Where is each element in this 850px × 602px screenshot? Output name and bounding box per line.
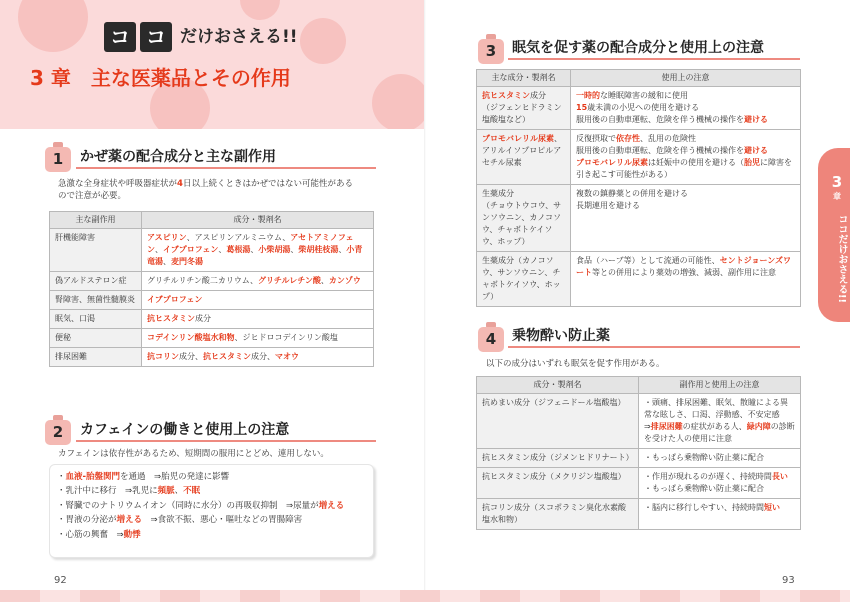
text-run: に障害を引き起こす可能性がある） [576,158,792,179]
text-run: 一時的 [576,91,600,100]
row-label: 便秘 [50,329,142,348]
page-number-left: 92 [54,575,67,586]
row-value [639,394,801,449]
text-run: （チョウトウコウ、サンソウニン、カノコソウ、チャボトケイソウ、ホップ） [482,201,562,246]
row-label: 抗めまい成分（ジフェニドール塩酸塩） [477,394,639,449]
section-title: かぜ薬の配合成分と主な副作用 [80,149,276,165]
text-run: 、アリルイソプロピルアセチル尿素 [482,134,562,167]
row-value [639,499,801,530]
table-row [477,185,801,252]
section-intro: 以下の成分はいずれも眠気を促す作用がある。 [486,359,665,369]
text-run: 動悸 [123,529,141,540]
text-run: 抗ヒスタミン [203,352,251,361]
text-run: 反復摂取で [576,134,616,143]
row-value [639,468,801,499]
section-underline [76,167,376,169]
sleep-aid-table [476,69,801,307]
list-item [57,499,366,513]
section-number-badge: 2 [45,415,71,445]
text-run: ・作用が現れるのが遅く、持続時間 [644,472,772,481]
side-tab-number: 3 [831,173,843,191]
table-row [50,329,374,348]
text-run: 歳未満の小児への使用を避ける [587,103,700,112]
text-run: 小柴胡湯 [258,245,291,254]
koko-char: コ [104,22,136,52]
text-run: ⇒食欲不振、悪心・嘔吐などの胃腸障害 [142,515,303,526]
text-run: 成分、 [179,352,203,361]
text-run: ・腎臓でのナトリウムイオン（同時に水分）の再吸収抑制 ⇒尿量が [57,500,319,511]
section-title: 眠気を促す薬の配合成分と使用上の注意 [512,40,764,56]
text-run: の診断を受けた人の使用に注意 [644,422,795,443]
text-run: 等との併用により薬効の増強、減弱、副作用に注意 [592,268,776,277]
text-run: 増える [318,500,345,511]
row-value [142,310,374,329]
row-value [142,348,374,367]
row-value [639,449,801,468]
text-run: コデインリン酸塩水和物 [147,333,235,342]
text-run: 葛根湯 [226,245,251,254]
text-run: アスピリン [147,233,187,242]
motion-sickness-table [476,376,801,530]
section-underline [508,58,800,60]
text-run: は妊娠中の使用を避ける（ [648,158,744,167]
section-intro: カフェインは依存性があるため、短期間の服用にとどめ、連用しない。 [58,449,329,459]
text-run: 成分 [195,314,211,323]
text-run: 短い [764,503,780,512]
text-run: ・もっぱら乗物酔い防止薬に配合 [644,453,764,462]
section-underline [76,440,376,442]
table-row [477,468,801,499]
section-number-badge: 1 [45,142,71,172]
table-row [477,499,801,530]
text-run: イブプロフェン [163,245,219,254]
koko-tail: だけおさえる!! [180,26,298,47]
text-run: 複数の鎮静薬との併用を避ける [576,189,688,198]
text-run: ・もっぱら乗物酔い防止薬に配合 [644,484,764,493]
text-run: 、 [338,245,347,254]
chapter-title: 3 章 主な医薬品とその作用 [30,66,291,90]
table-row [50,348,374,367]
decor-circle [240,0,280,20]
row-label: 排尿困難 [50,348,142,367]
text-run: 頻脈 [157,486,175,497]
table-row [477,130,801,185]
text-run: イブプロフェン [147,295,203,304]
text-run: 服用後の自動車運転、危険を伴う機械の操作を [576,115,744,124]
text-run: グリチルレチン酸 [258,276,321,285]
text-run: 依存性 [616,134,640,143]
column-header: 成分・製剤名 [142,212,374,229]
row-label: 抗ヒスタミン成分（メクリジン塩酸塩） [477,468,639,499]
text-run: 小青竜湯 [147,245,363,266]
text-run: 、 [290,245,299,254]
text-run: ・乳汁中に移行 ⇒乳児に [57,486,158,497]
table-row [477,252,801,307]
text-run: 、ジヒドロコデインリン酸塩 [234,333,338,342]
footer-band [0,590,850,602]
text-run: 、乱用の危険性 [640,134,696,143]
text-run: 15 [576,103,588,112]
koko-dake-logo [104,22,298,52]
text-run: 、 [320,276,329,285]
text-run: 緑内障 [746,422,771,431]
text-run: アセトアミノフェン [147,233,354,254]
table-row [50,229,374,272]
text-run: （ジフェンヒドラミン塩酸塩など） [482,103,562,124]
decor-circle [18,0,88,52]
column-header: 副作用と使用上の注意 [639,377,801,394]
text-run: セントジョーンズワート [576,256,792,277]
text-run: ブロモバレリル尿素 [482,134,554,143]
section-number-badge: 3 [478,34,504,64]
text-run: 食品（ハーブ等）として流通の可能性、 [576,256,720,265]
text-run: 麦門冬湯 [171,257,203,266]
text-run: マオウ [275,352,299,361]
text-run: 生薬成分（カノコソウ、サンソウニン、チャボトケイソウ、ホップ） [482,256,561,301]
text-run: ⇒ [644,422,651,431]
table-row [50,291,374,310]
side-effects-table [49,211,374,367]
table-row [50,310,374,329]
row-label [477,185,571,252]
page-number-right: 93 [782,575,795,586]
list-item [57,484,366,498]
decor-circle [300,18,346,64]
list-item [57,513,366,527]
text-run: 生薬成分 [482,189,514,198]
text-run: 不眠 [183,486,201,497]
text-run: 長い [771,472,788,481]
text-run: 胎児 [744,158,760,167]
row-label: 抗ヒスタミン成分（ジメンヒドリナート） [477,449,639,468]
page-gutter [424,0,426,602]
row-label: 腎障害、無菌性髄膜炎 [50,291,142,310]
section-underline [508,346,800,348]
text-run: 抗ヒスタミン [147,314,195,323]
row-label: 眠気、口渇 [50,310,142,329]
list-item [57,470,366,484]
text-run: グリチルリチン酸二カリウム、 [147,276,259,285]
text-run: 抗ヒスタミン [482,91,530,100]
row-value [142,291,374,310]
text-run: ・ [57,472,66,482]
text-run: の症状がある人、 [682,422,747,431]
text-run: 排尿困難 [650,422,683,431]
text-run: 、 [218,245,227,254]
text-run: ・心筋の興奮 ⇒ [57,529,124,540]
text-run: 避ける [744,115,768,124]
text-run: 、 [174,486,184,497]
column-header: 成分・製剤名 [477,377,639,394]
caffeine-effects-box [49,464,374,558]
text-run: 抗コリン [147,352,179,361]
side-tab-text: ココだけおさえる!! [836,214,847,304]
text-run: な睡眠障害の緩和に使用 [600,91,688,100]
koko-char: コ [140,22,172,52]
text-run: 血液-胎盤関門 [65,472,121,482]
text-run: 増える [116,515,143,526]
row-label [477,130,571,185]
row-label: 肝機能障害 [50,229,142,272]
row-value [571,130,801,185]
table-row [477,87,801,130]
text-run: 、アスピリンアルミニウム、 [186,233,291,242]
text-run: ・脳内に移行しやすい、持続時間 [644,503,764,512]
section-number-badge: 4 [478,322,504,352]
row-value [571,185,801,252]
text-run: 長期連用を避ける [576,201,640,210]
text-run: 、 [155,245,163,254]
table-row [477,394,801,449]
row-label: 偽アルドステロン症 [50,272,142,291]
side-tab-chapter: 章 [833,192,841,201]
row-value [142,329,374,348]
section-intro: 急激な全身症状や呼吸器症状が4日以上続くときはかぜではない可能性がある ので注意が必要。 [58,179,353,202]
text-run: ブロモバレリル尿素 [576,158,648,167]
row-value [571,252,801,307]
text-run: 、 [163,257,171,266]
text-run: ・頭痛、排尿困難、眠気、散瞳による異常な眩しさ、口渇、浮動感、不安定感 [644,398,788,419]
text-run: 服用後の自動車運転、危険を伴う機械の操作を [576,146,744,155]
text-run: カンゾウ [328,276,361,285]
row-value [571,87,801,130]
section-title: 乗物酔い防止薬 [512,328,610,344]
row-label [477,87,571,130]
row-value [142,229,374,272]
text-run: ・胃液の分泌が [57,515,117,526]
column-header: 使用上の注意 [571,70,801,87]
section-title: カフェインの働きと使用上の注意 [80,422,290,438]
column-header: 主な成分・製剤名 [477,70,571,87]
list-item [57,528,366,542]
column-header: 主な副作用 [50,212,142,229]
text-run: 、 [250,245,259,254]
text-run: 避ける [744,146,768,155]
decor-circle [372,74,425,129]
table-row [477,449,801,468]
table-row [50,272,374,291]
text-run: 柴胡桂枝湯 [298,245,339,254]
text-run: 成分、 [251,352,275,361]
row-label [477,252,571,307]
text-run: 成分 [530,91,546,100]
text-run: を通過 ⇒胎児の発達に影響 [120,472,230,482]
row-label: 抗コリン成分（スコポラミン臭化水素酸塩水和物） [477,499,639,530]
row-value [142,272,374,291]
